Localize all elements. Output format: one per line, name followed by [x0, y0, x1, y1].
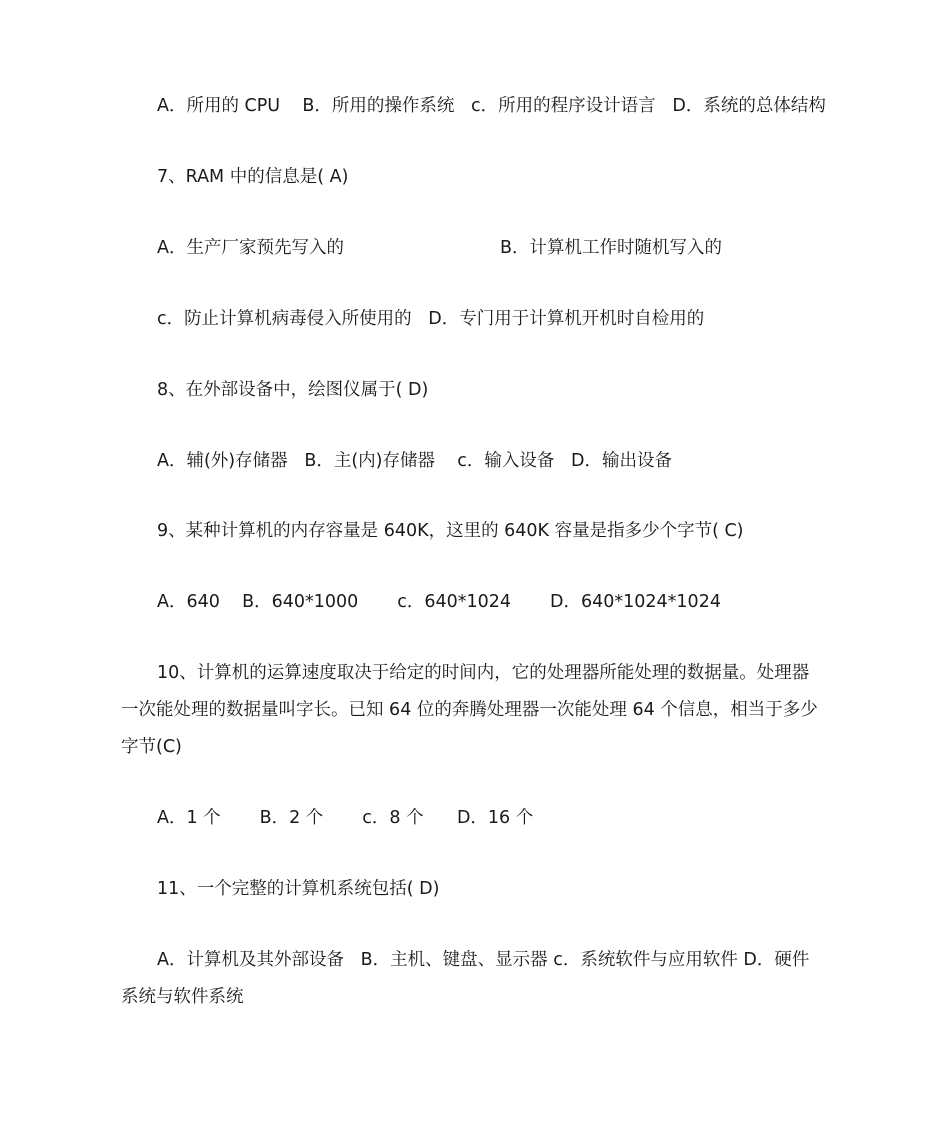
q7-option-a: A．生产厂家预先写入的	[157, 238, 344, 258]
q8-options: A．辅(外)存储器 B．主(内)存储器 c．输入设备 D．输出设备	[157, 451, 673, 471]
q10-question-line2: 一次能处理的数据量叫字长。已知 64 位的奔腾处理器一次能处理 64 个信息，相当于多少	[121, 700, 818, 720]
q10-options: A．1 个 B．2 个 c．8 个 D．16 个	[157, 808, 534, 828]
q11-options-line2: 系统与软件系统	[121, 987, 244, 1007]
q10-question-line1: 10、计算机的运算速度取决于给定的时间内，它的处理器所能处理的数据量。处理器	[157, 663, 810, 683]
q8-question: 8、在外部设备中，绘图仪属于( D)	[157, 380, 429, 400]
q7-options-c-d: c．防止计算机病毒侵入所使用的 D．专门用于计算机开机时自检用的	[157, 309, 705, 329]
q9-options: A．640 B．640*1000 c．640*1024 D．640*1024*1024	[157, 592, 721, 612]
q7-option-b: B．计算机工作时随机写入的	[500, 238, 723, 258]
q6-options: A．所用的 CPU B．所用的操作系统 c．所用的程序设计语言 D．系统的总体结构	[157, 96, 826, 116]
q10-question-line3: 字节(C)	[121, 737, 182, 757]
q11-question: 11、一个完整的计算机系统包括( D)	[157, 879, 440, 899]
q7-question: 7、RAM 中的信息是( A)	[157, 167, 349, 187]
q11-options-line1: A．计算机及其外部设备 B．主机、键盘、显示器 c．系统软件与应用软件 D．硬件	[157, 950, 810, 970]
q9-question: 9、某种计算机的内存容量是 640K，这里的 640K 容量是指多少个字节( C)	[157, 521, 744, 541]
